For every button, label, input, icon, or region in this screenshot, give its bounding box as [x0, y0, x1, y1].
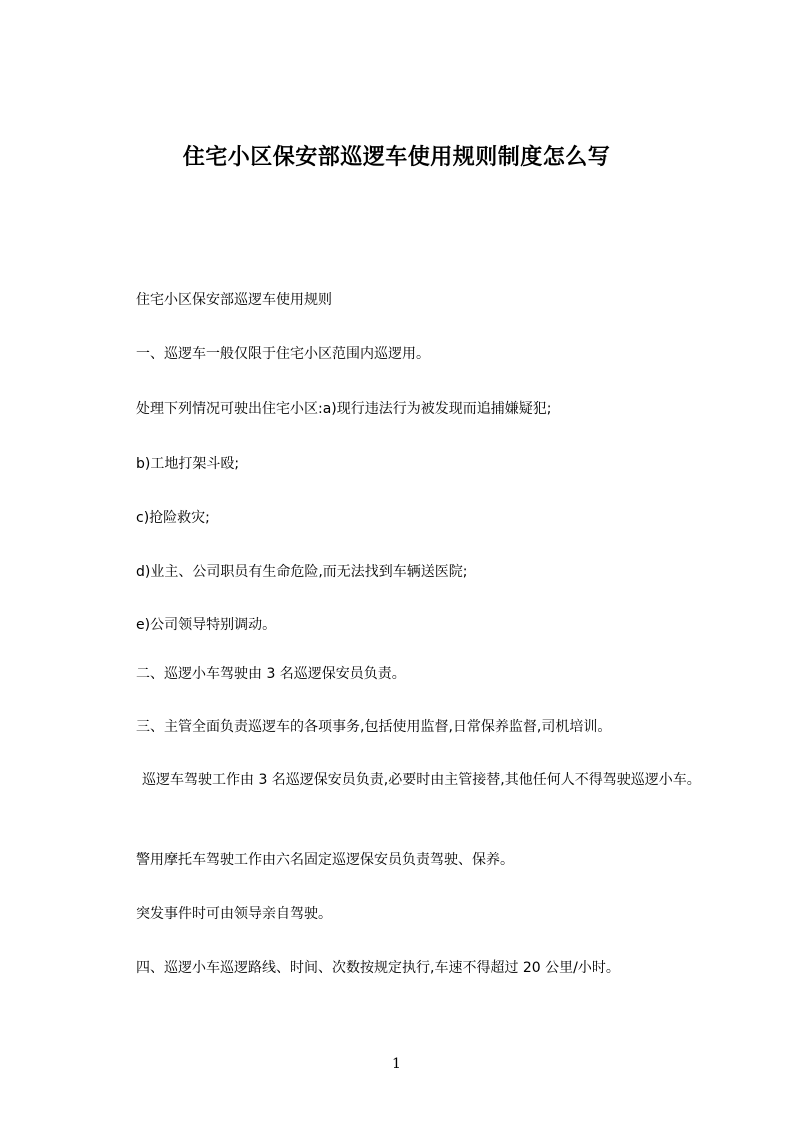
paragraph-emergency: 突发事件时可由领导亲自驾驶。 — [136, 906, 332, 922]
paragraph-exception-c: c)抢险救灾; — [136, 510, 210, 526]
paragraph-rule-4: 四、巡逻小车巡逻路线、时间、次数按规定执行,车速不得超过 20 公里/小时。 — [136, 960, 620, 976]
paragraph-exception-d: d)业主、公司职员有生命危险,而无法找到车辆送医院; — [136, 564, 468, 580]
document-title: 住宅小区保安部巡逻车使用规则制度怎么写 — [182, 145, 611, 170]
paragraph-rule-3: 三、主管全面负责巡逻车的各项事务,包括使用监督,日常保养监督,司机培训。 — [136, 719, 612, 735]
page-number: 1 — [392, 1056, 401, 1072]
paragraph-exceptions-intro: 处理下列情况可驶出住宅小区:a)现行违法行为被发现而追捕嫌疑犯; — [136, 401, 552, 417]
paragraph-exception-e: e)公司领导特别调动。 — [136, 617, 277, 633]
paragraph-motorcycle-duty: 警用摩托车驾驶工作由六名固定巡逻保安员负责驾驶、保养。 — [136, 852, 514, 868]
paragraph-rule-2: 二、巡逻小车驾驶由 3 名巡逻保安员负责。 — [136, 666, 406, 682]
paragraph-subtitle: 住宅小区保安部巡逻车使用规则 — [136, 292, 332, 308]
paragraph-exception-b: b)工地打架斗殴; — [136, 456, 240, 472]
paragraph-driver-duty: 巡逻车驾驶工作由 3 名巡逻保安员负责,必要时由主管接替,其他任何人不得驾驶巡逻小车。 — [142, 772, 701, 788]
paragraph-rule-1: 一、巡逻车一般仅限于住宅小区范围内巡逻用。 — [136, 346, 430, 362]
